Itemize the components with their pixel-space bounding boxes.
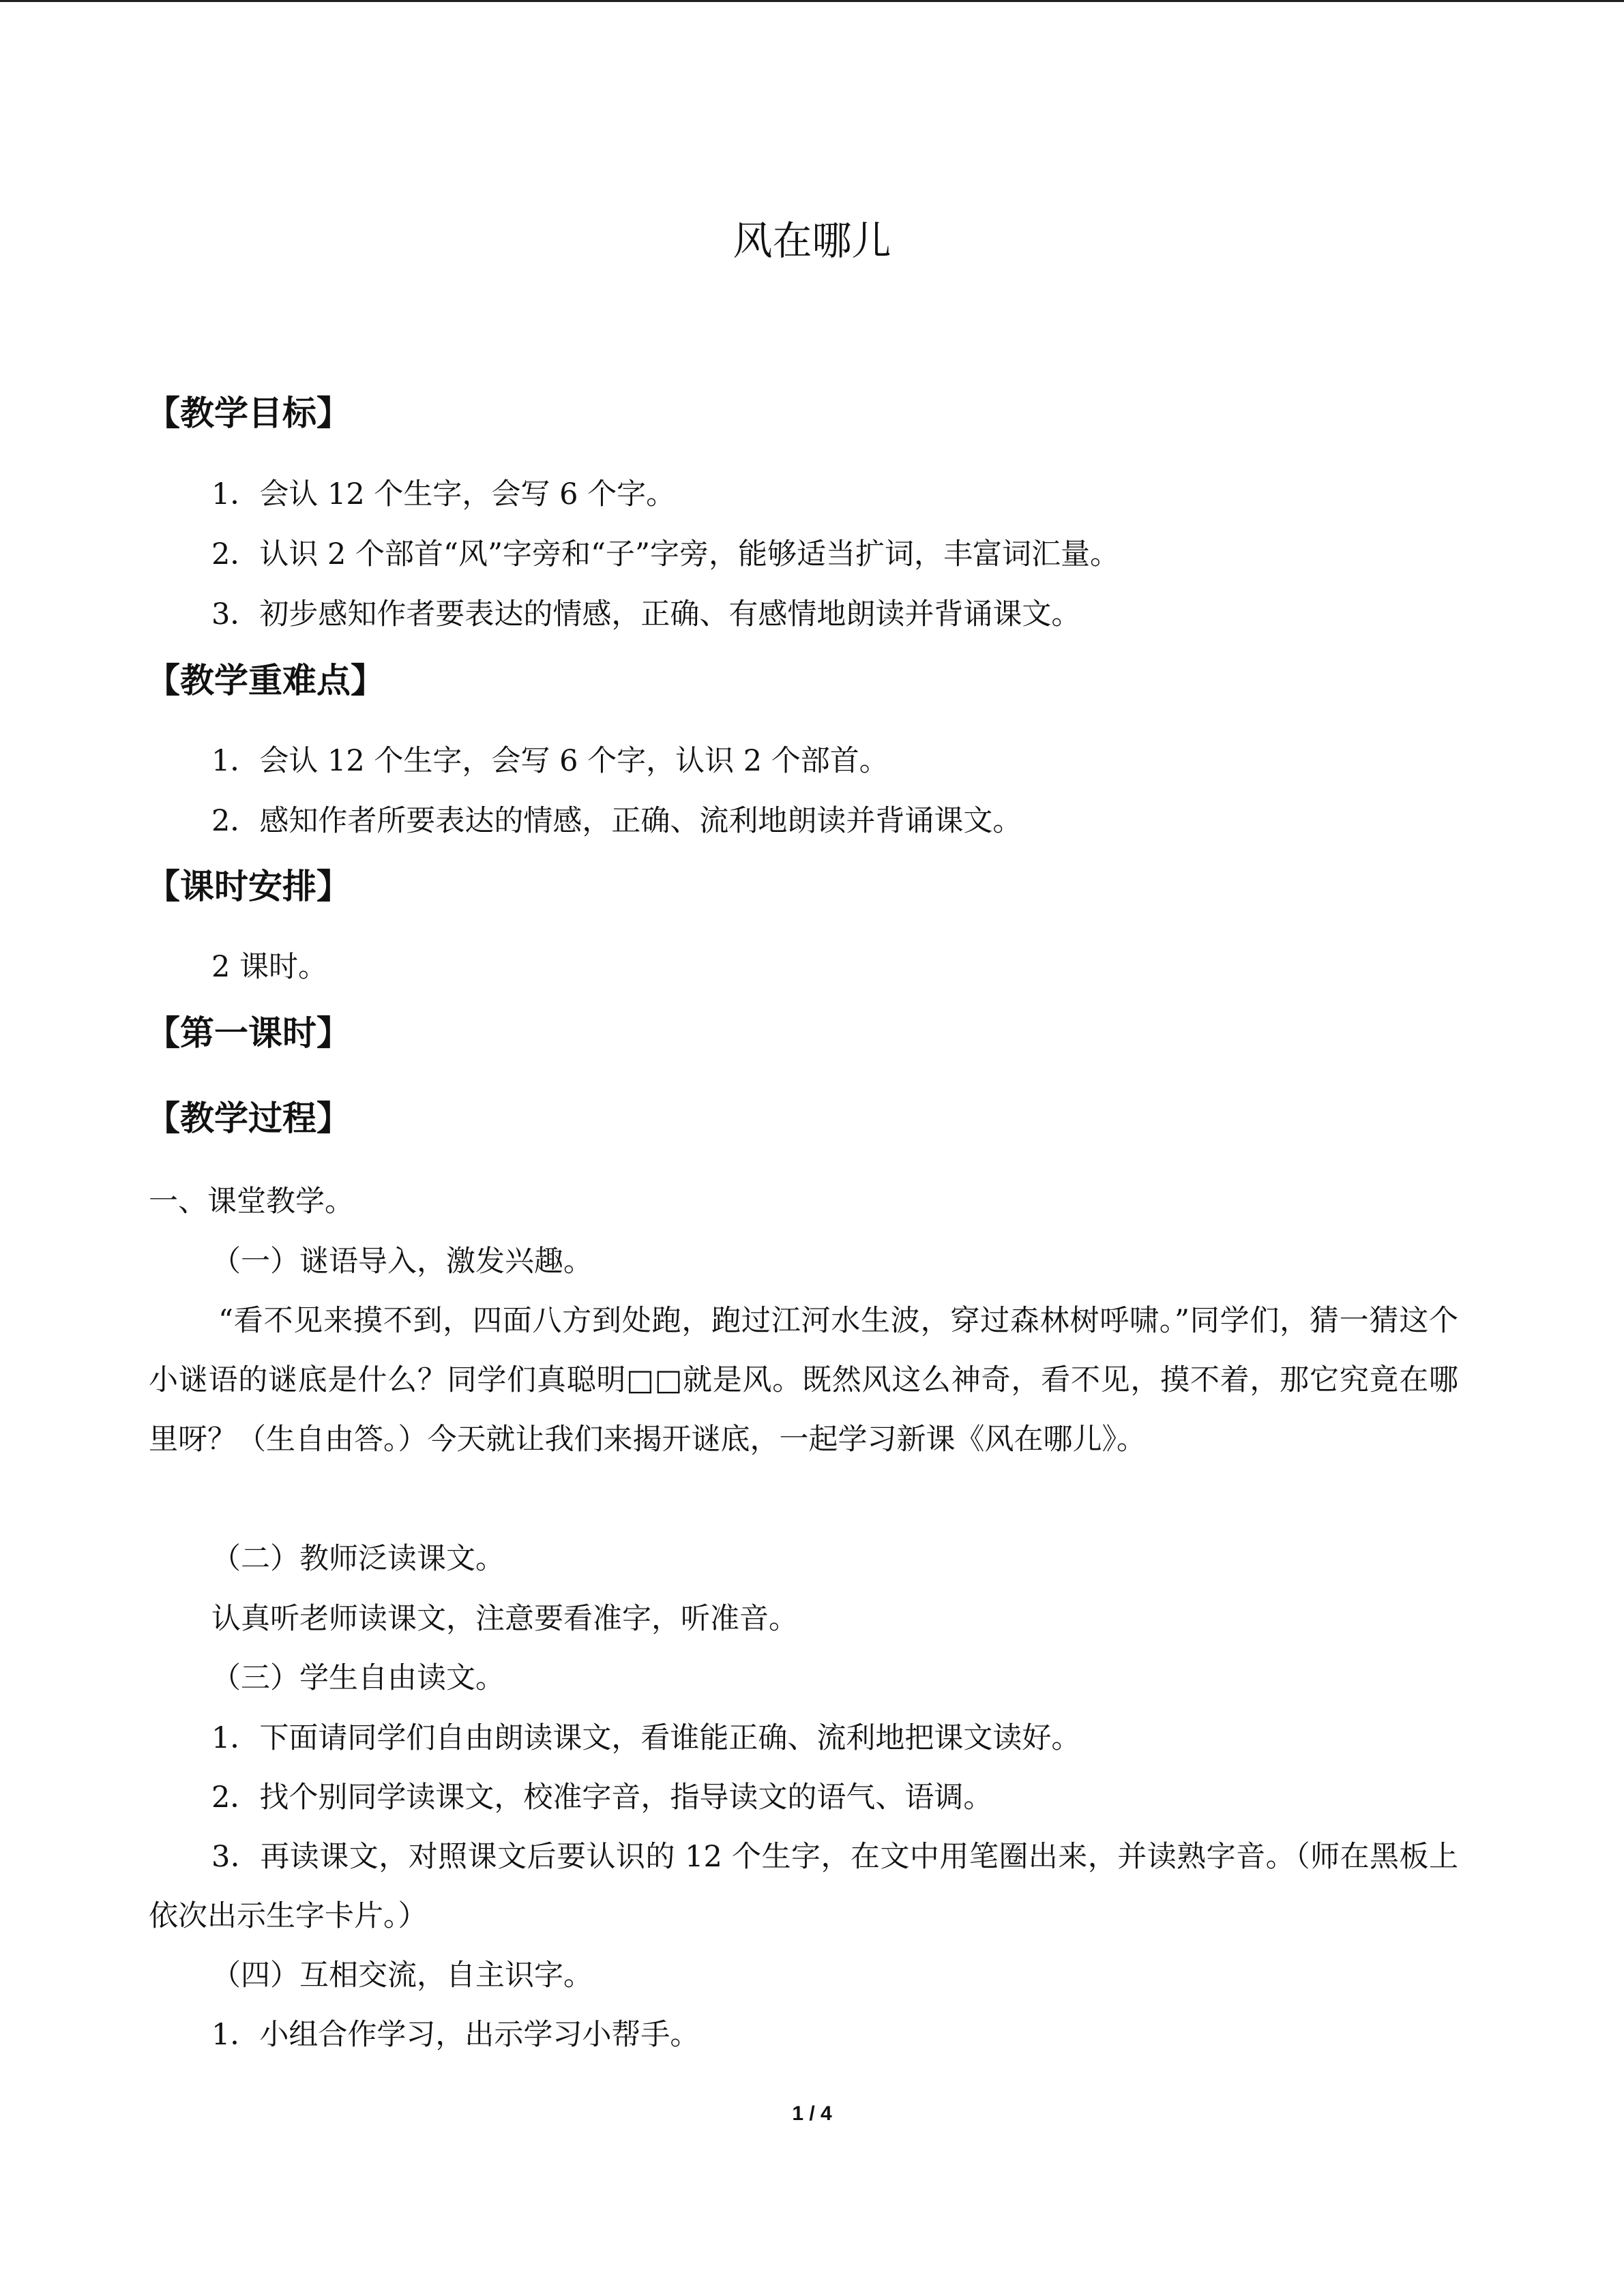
step1-paragraph: “看不见来摸不到，四面八方到处跑，跑过江河水生波，穿过森林树呼啸。”同学们，猜一猜这个小谜语的谜底是什么？同学们真聪明□□就是风。既然风这么神奇，看不见，摸不着，那它究竟在哪里呀？（生自由答。）今天就让我们来揭开谜底，一起学习新课《风在哪儿》。 (149, 1304, 1458, 1457)
step2-title: （二）教师泛读课文。 (211, 1542, 505, 1576)
heading-key-points: 【教学重难点】 (146, 661, 385, 700)
objective-item-3: 3．初步感知作者要表达的情感，正确、有感情地朗读并背诵课文。 (211, 597, 1081, 631)
step3-item-2: 2．找个别同学读课文，校准字音，指导读文的语气、语调。 (211, 1780, 993, 1815)
step3-item-1: 1．下面请同学们自由朗读课文，看谁能正确、流利地把课文读好。 (211, 1721, 1081, 1755)
step4-item-1: 1．小组合作学习，出示学习小帮手。 (211, 2018, 700, 2052)
top-border-line (0, 0, 1624, 2)
step3-title: （三）学生自由读文。 (211, 1661, 505, 1695)
step2-text: 认真听老师读课文，注意要看准字，听准音。 (211, 1602, 798, 1636)
objective-item-1: 1．会认 12 个生字，会写 6 个字。 (211, 477, 676, 511)
document-title: 风在哪儿 (733, 218, 891, 264)
heading-process: 【教学过程】 (146, 1099, 351, 1138)
heading-first-lesson: 【第一课时】 (146, 1013, 351, 1053)
step1-title: （一）谜语导入，激发兴趣。 (211, 1244, 593, 1279)
key-point-item-1: 1．会认 12 个生字，会写 6 个字，认识 2 个部首。 (211, 744, 889, 778)
step4-title: （四）互相交流，自主识字。 (211, 1958, 593, 1993)
schedule-text: 2 课时。 (211, 950, 328, 984)
part-one-title: 一、课堂教学。 (149, 1184, 354, 1219)
objective-item-2: 2．认识 2 个部首“风”字旁和“子”字旁，能够适当扩词，丰富词汇量。 (211, 537, 1119, 571)
page-number: 1 / 4 (792, 2102, 832, 2125)
key-point-item-2: 2．感知作者所要表达的情感，正确、流利地朗读并背诵课文。 (211, 804, 1022, 838)
step3-item-3: 3．再读课文，对照课文后要认识的 12 个生字，在文中用笔圈出来，并读熟字音。（师在黑板上依次出示生字卡片。） (149, 1840, 1458, 1933)
heading-objectives: 【教学目标】 (146, 393, 351, 433)
heading-schedule: 【课时安排】 (146, 867, 351, 906)
